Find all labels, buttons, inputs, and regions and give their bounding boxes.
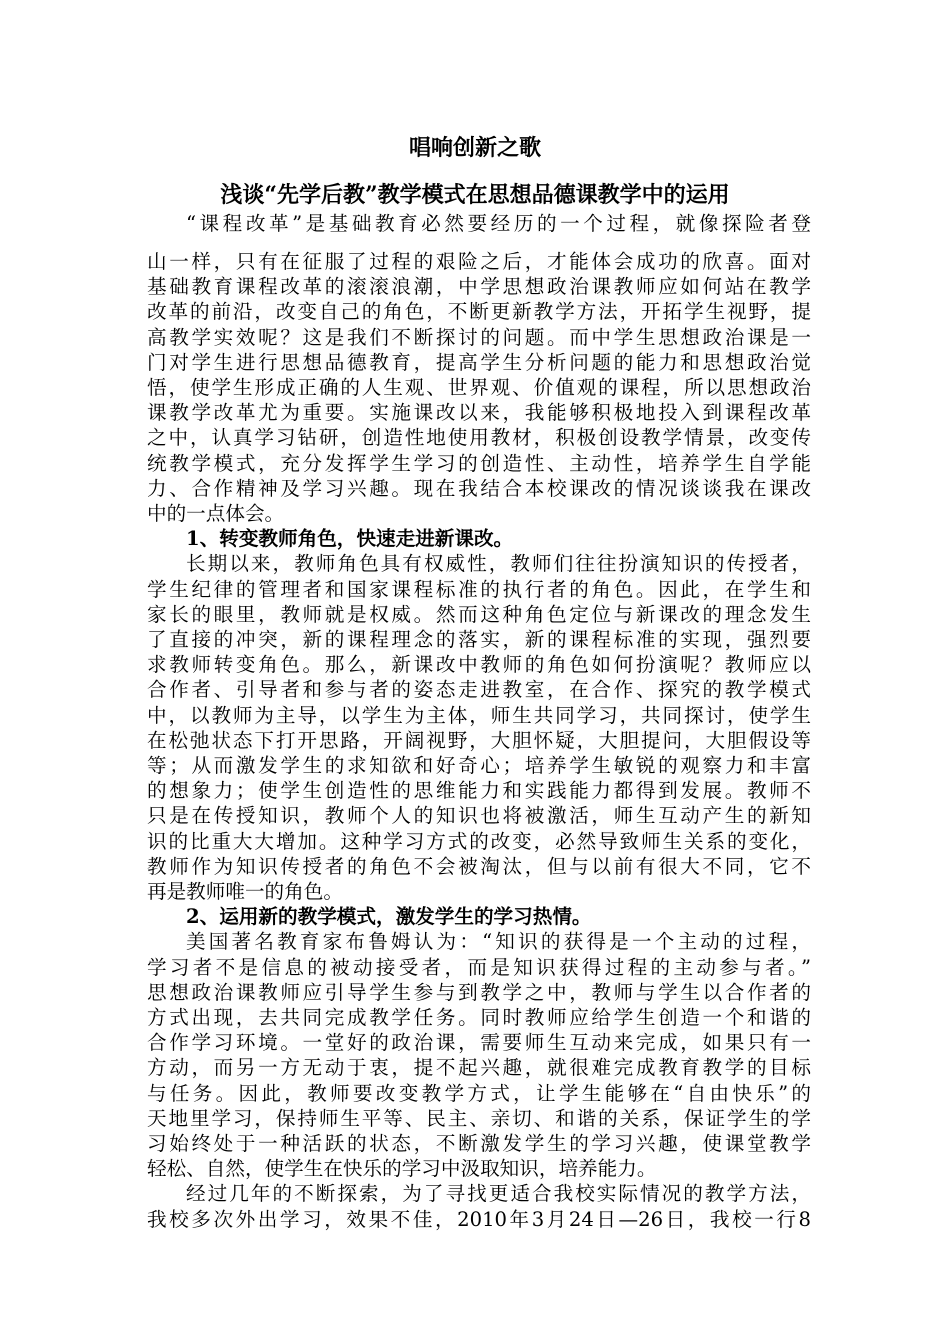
paragraph-line: 经过几年的不断探索，为了寻找更适合我校实际情况的教学方法， bbox=[186, 1182, 811, 1206]
paragraph-line: “课程改革”是基础教育必然要经历的一个过程，就像探险者登 bbox=[186, 212, 811, 235]
paragraph-line: 等；从而激发学生的求知欲和好奇心；培养学生敏锐的观察力和丰富 bbox=[147, 754, 811, 777]
document-subtitle: 浅谈“先学后教”教学模式在思想品德课教学中的运用 bbox=[220, 182, 730, 208]
paragraph-line: 教师作为知识传授者的角色不会被淘汰，但与以前有很大不同，它不 bbox=[147, 854, 811, 878]
paragraph-line: 高教学实效呢？这是我们不断探讨的问题。而中学生思想政治课是一 bbox=[147, 325, 811, 349]
paragraph-line: 合作者、引导者和参与者的姿态走进教室，在合作、探究的教学模式 bbox=[147, 678, 811, 702]
paragraph-line: 家长的眼里，教师就是权威。然而这种角色定位与新课改的理念发生 bbox=[147, 602, 811, 626]
paragraph-line: 中，以教师为主导，以学生为主体，师生共同学习，共同探讨，使学生 bbox=[147, 703, 811, 727]
paragraph-line: 思想政治课教师应引导学生参与到教学之中，教师与学生以合作者的 bbox=[147, 980, 811, 1004]
paragraph-line: 求教师转变角色。那么，新课改中教师的角色如何扮演呢？教师应以 bbox=[147, 653, 811, 677]
paragraph-line: 长期以来，教师角色具有权威性，教师们往往扮演知识的传授者， bbox=[186, 552, 811, 576]
paragraph-line: 课教学改革尤为重要。实施课改以来，我能够积极地投入到课程改革 bbox=[147, 401, 811, 425]
paragraph-line: 改革的前沿，改变自己的角色，不断更新教学方法，开拓学生视野，提 bbox=[147, 300, 811, 324]
paragraph-line: 学习者不是信息的被动接受者，而是知识获得过程的主动参与者。” bbox=[147, 955, 811, 979]
paragraph-line: 中的一点体会。 bbox=[147, 502, 285, 525]
paragraph-line: 识的比重大大增加。这种学习方式的改变，必然导致师生关系的变化， bbox=[147, 829, 811, 853]
paragraph-line: 在松弛状态下打开思路，开阔视野，大胆怀疑，大胆提问，大胆假设等 bbox=[147, 728, 811, 752]
paragraph-line: 方式出现，去共同完成教学任务。同时教师应给学生创造一个和谐的 bbox=[147, 1006, 811, 1029]
paragraph-line: 基础教育课程改革的滚滚浪潮，中学思想政治课教师应如何站在教学 bbox=[147, 275, 811, 299]
paragraph-line: 再是教师唯一的角色。 bbox=[147, 880, 343, 903]
paragraph-line: 习始终处于一种活跃的状态，不断激发学生的学习兴趣，使课堂教学 bbox=[147, 1132, 811, 1155]
document-title: 唱响创新之歌 bbox=[408, 135, 541, 161]
paragraph-line: 了直接的冲突，新的课程理念的落实，新的课程标准的实现，强烈要 bbox=[147, 628, 811, 651]
paragraph-line: 轻松、自然，使学生在快乐的学习中汲取知识，培养能力。 bbox=[147, 1157, 657, 1181]
paragraph-line: 之中，认真学习钻研，创造性地使用教材，积极创设教学情景，改变传 bbox=[147, 426, 811, 450]
paragraph-line: 美国著名教育家布鲁姆认为：“知识的获得是一个主动的过程， bbox=[186, 930, 811, 954]
paragraph-line: 只是在传授知识，教师个人的知识也将被激活，师生互动产生的新知 bbox=[147, 804, 811, 828]
paragraph-line: 悟，使学生形成正确的人生观、世界观、价值观的课程，所以思想政治 bbox=[147, 376, 811, 399]
paragraph-line: 的想象力；使学生创造性的思维能力和实践能力都得到发展。教师不 bbox=[147, 779, 811, 803]
section-heading: 2、运用新的教学模式，激发学生的学习热情。 bbox=[186, 905, 592, 929]
paragraph-line: 山一样，只有在征服了过程的艰险之后，才能体会成功的欣喜。面对 bbox=[147, 250, 811, 273]
paragraph-line: 天地里学习，保持师生平等、民主、亲切、和谐的关系，保证学生的学 bbox=[147, 1106, 811, 1130]
paragraph-line: 与任务。因此，教师要改变教学方式，让学生能够在“自由快乐”的 bbox=[147, 1081, 811, 1105]
paragraph-line: 我校多次外出学习，效果不佳，2010年3月24日—26日，我校一行8 bbox=[147, 1207, 811, 1231]
paragraph-line: 力、合作精神及学习兴趣。现在我结合本校课改的情况谈谈我在课改 bbox=[147, 476, 811, 500]
paragraph-line: 统教学模式，充分发挥学生学习的创造性、主动性，培养学生自学能 bbox=[147, 451, 811, 475]
paragraph-line: 方动，而另一方无动于衷，提不起兴趣，就很难完成教育教学的目标 bbox=[147, 1056, 811, 1080]
paragraph-line: 学生纪律的管理者和国家课程标准的执行者的角色。因此，在学生和 bbox=[147, 577, 811, 601]
paragraph-line: 合作学习环境。一堂好的政治课，需要师生互动来完成，如果只有一 bbox=[147, 1031, 811, 1055]
paragraph-line: 门对学生进行思想品德教育，提高学生分析问题的能力和思想政治觉 bbox=[147, 350, 811, 374]
section-heading: 1、转变教师角色，快速走进新课改。 bbox=[186, 527, 514, 551]
